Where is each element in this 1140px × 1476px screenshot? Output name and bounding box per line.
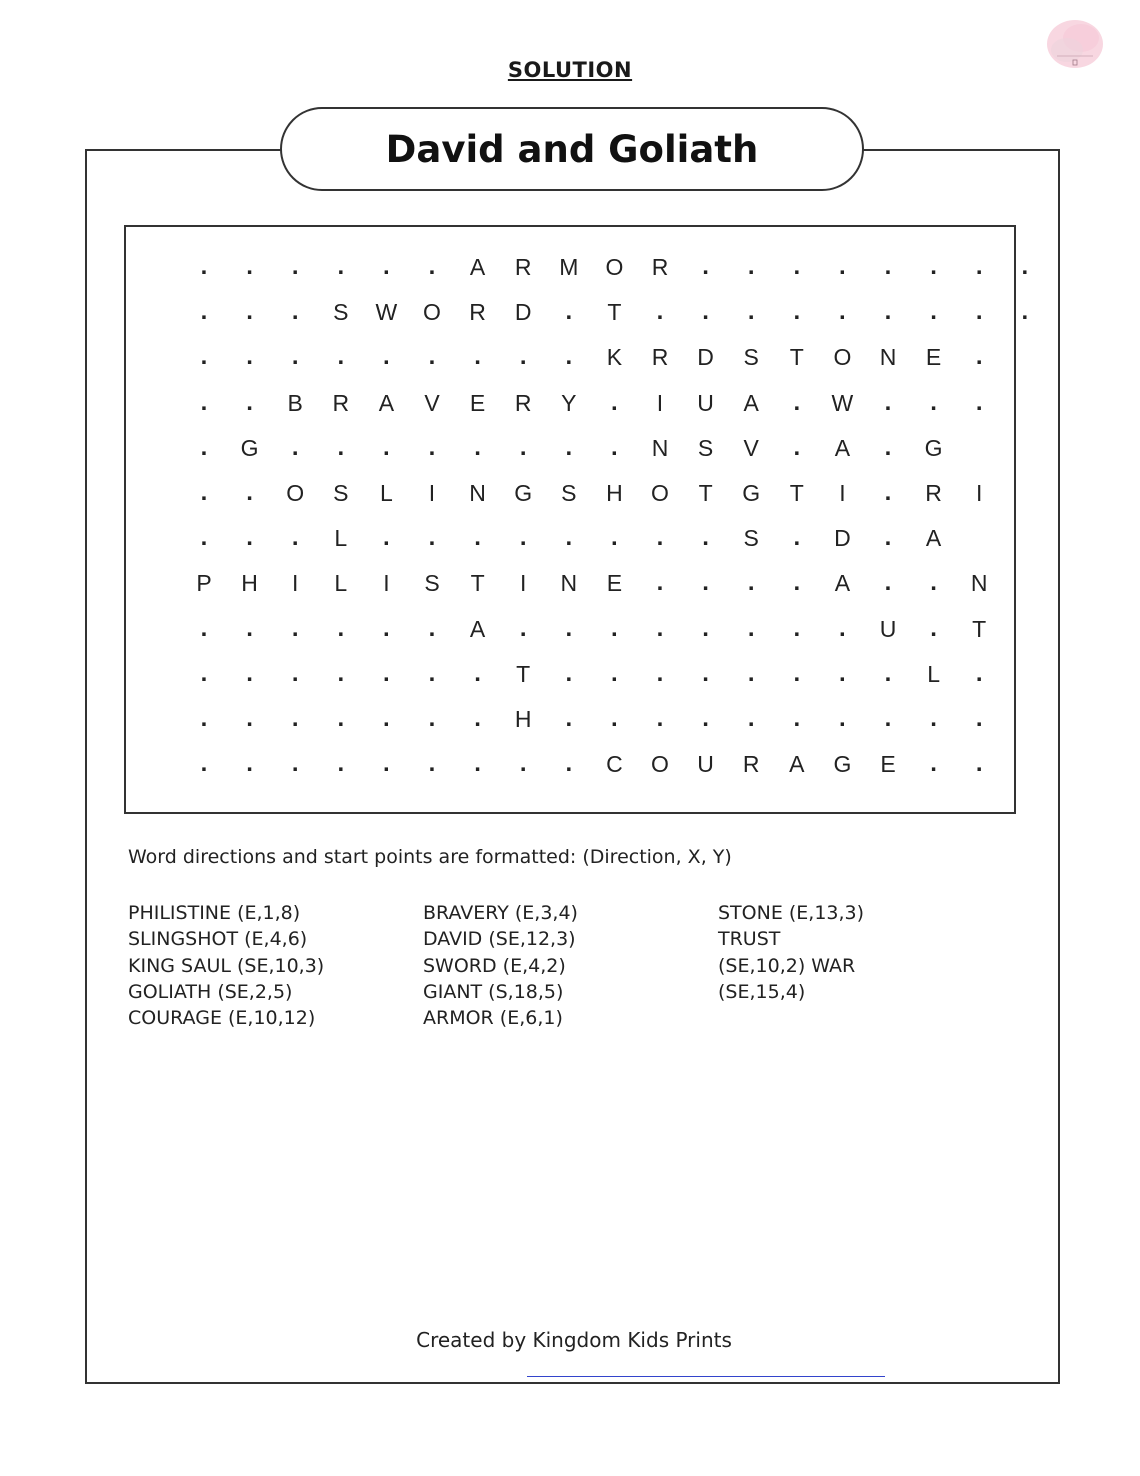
grid-letter-cell: A [378, 389, 395, 416]
grid-blank-cell: . [975, 298, 983, 326]
grid-blank-cell: . [246, 343, 253, 371]
word-entry: (SE,10,2) WAR [718, 954, 856, 977]
grid-letter-cell: O [833, 344, 852, 371]
grid-blank-cell: . [656, 524, 664, 552]
grid-blank-cell: . [930, 388, 937, 416]
grid-blank-cell: . [975, 750, 983, 778]
grid-blank-cell: . [611, 659, 618, 687]
grid-blank-cell: . [565, 433, 573, 461]
grid-blank-cell: . [565, 750, 573, 778]
grid-letter-cell: E [880, 751, 896, 778]
word-list-column-2 [423, 900, 578, 1031]
grid-blank-cell: . [383, 253, 390, 280]
grid-blank-cell: . [747, 298, 755, 326]
grid-letter-cell: I [428, 480, 436, 506]
grid-blank-cell: . [383, 705, 390, 732]
grid-blank-cell: . [246, 253, 253, 280]
grid-letter-cell: E [606, 570, 623, 597]
grid-blank-cell: . [383, 343, 390, 371]
grid-blank-cell: . [884, 433, 892, 461]
grid-letter-cell: S [743, 525, 759, 552]
word-entry: PHILISTINE (E,1,8) [128, 902, 301, 924]
grid-blank-cell: . [839, 614, 846, 642]
worksheet-title: David and Goliath [280, 107, 864, 191]
grid-blank-cell: . [291, 750, 299, 778]
grid-letter-cell: V [424, 389, 440, 416]
grid-letter-cell: R [651, 254, 669, 280]
grid-letter-cell: T [698, 480, 713, 506]
grid-blank-cell: . [428, 705, 436, 732]
grid-letter-cell: T [607, 299, 622, 326]
grid-letter-cell: S [333, 480, 349, 506]
grid-letter-cell: T [516, 660, 531, 687]
credit-line: Created by Kingdom Kids Prints [416, 1328, 732, 1352]
grid-blank-cell: . [793, 705, 801, 732]
grid-blank-cell: . [291, 614, 299, 642]
grid-letter-cell: G [924, 434, 943, 461]
grid-blank-cell: . [519, 343, 527, 371]
grid-blank-cell: . [200, 614, 208, 642]
grid-blank-cell: . [246, 298, 253, 326]
grid-blank-cell: . [200, 433, 208, 461]
grid-blank-cell: . [246, 659, 253, 687]
grid-blank-cell: . [884, 388, 892, 416]
grid-blank-cell: . [474, 524, 481, 552]
grid-blank-cell: . [565, 614, 573, 642]
grid-letter-cell: S [743, 344, 759, 371]
grid-blank-cell: . [428, 524, 436, 552]
grid-letter-cell: Y [561, 389, 577, 416]
grid-letter-cell: I [383, 570, 390, 597]
grid-blank-cell: . [1021, 298, 1029, 326]
word-entry: KING SAUL (SE,10,3) [128, 954, 325, 977]
grid-blank-cell: . [656, 614, 664, 642]
grid-blank-cell: . [702, 705, 709, 732]
grid-letter-cell: A [834, 570, 851, 597]
grid-blank-cell: . [747, 253, 755, 280]
grid-letter-cell: G [742, 480, 761, 506]
grid-blank-cell: . [611, 705, 618, 732]
grid-letter-cell: A [469, 615, 486, 642]
grid-blank-cell: . [975, 659, 983, 687]
grid-blank-cell: . [793, 433, 801, 461]
grid-blank-cell: . [246, 750, 253, 778]
grid-letter-cell: W [831, 389, 854, 416]
word-entry: SWORD (E,4,2) [423, 954, 566, 977]
grid-letter-cell: T [972, 615, 987, 642]
format-instructions: Word directions and start points are formatted: (Direction, X, Y) [128, 846, 732, 868]
grid-blank-cell: . [383, 433, 390, 461]
word-list-column-3 [718, 900, 864, 1005]
grid-letter-cell: N [469, 480, 486, 506]
grid-blank-cell: . [839, 659, 846, 687]
grid-blank-cell: . [793, 298, 801, 326]
grid-blank-cell: . [930, 614, 937, 642]
grid-letter-cell: R [332, 389, 350, 416]
word-search-grid [124, 225, 1029, 814]
grid-blank-cell: . [702, 659, 709, 687]
word-entry: STONE (E,13,3) [718, 902, 865, 924]
grid-blank-cell: . [793, 253, 801, 280]
grid-blank-cell: . [839, 298, 846, 326]
grid-blank-cell: . [474, 433, 481, 461]
grid-letter-cell: A [743, 389, 759, 416]
grid-letter-cell: D [514, 299, 532, 326]
grid-blank-cell: . [793, 659, 801, 687]
grid-letter-cell: E [925, 344, 942, 371]
grid-letter-cell: R [469, 299, 486, 326]
grid-blank-cell: . [200, 479, 208, 506]
grid-letter-cell: T [470, 570, 485, 597]
grid-letter-cell: O [605, 254, 624, 280]
grid-blank-cell: . [975, 388, 983, 416]
grid-letter-cell: V [743, 434, 759, 461]
grid-letter-cell: R [514, 389, 532, 416]
grid-letter-cell: N [651, 434, 669, 461]
word-entry: DAVID (SE,12,3) [423, 928, 576, 951]
grid-blank-cell: . [884, 569, 892, 597]
grid-blank-cell: . [975, 705, 983, 732]
grid-blank-cell: . [291, 298, 299, 326]
grid-letter-cell: N [970, 570, 988, 597]
grid-blank-cell: . [747, 705, 755, 732]
grid-blank-cell: . [747, 569, 755, 597]
grid-blank-cell: . [975, 343, 983, 371]
grid-blank-cell: . [884, 659, 892, 687]
grid-blank-cell: . [428, 659, 436, 687]
grid-blank-cell: . [930, 705, 937, 732]
grid-letter-cell: B [287, 389, 303, 416]
grid-blank-cell: . [474, 659, 481, 687]
grid-blank-cell: . [747, 614, 755, 642]
grid-blank-cell: . [930, 569, 937, 597]
grid-letter-cell: G [833, 751, 852, 778]
grid-blank-cell: . [702, 253, 709, 280]
grid-letter-cell: I [975, 480, 983, 506]
grid-letter-cell: O [423, 299, 441, 326]
grid-blank-cell: . [337, 433, 345, 461]
word-entry: COURAGE (E,10,12) [128, 1007, 316, 1030]
grid-letter-cell: H [514, 706, 532, 732]
grid-blank-cell: . [884, 524, 892, 552]
grid-blank-cell: . [428, 253, 436, 280]
grid-blank-cell: . [337, 750, 345, 778]
grid-blank-cell: . [291, 433, 299, 461]
grid-letter-cell: O [651, 751, 669, 778]
grid-blank-cell: . [428, 343, 436, 371]
grid-blank-cell: . [291, 253, 299, 280]
grid-letter-cell: A [834, 434, 851, 461]
grid-letter-cell: O [651, 480, 669, 506]
grid-blank-cell: . [246, 614, 253, 642]
grid-letter-cell: U [879, 615, 897, 642]
grid-letter-cell: S [697, 434, 714, 461]
grid-letter-cell: I [839, 480, 846, 506]
grid-letter-cell: K [606, 344, 623, 371]
grid-letter-cell: T [789, 480, 804, 506]
grid-blank-cell: . [656, 659, 664, 687]
grid-letter-cell: L [334, 570, 348, 597]
grid-letter-cell: R [925, 480, 942, 506]
grid-letter-cell: O [286, 480, 305, 506]
grid-blank-cell: . [291, 659, 299, 687]
grid-letter-cell: N [560, 570, 578, 597]
grid-blank-cell: . [519, 750, 527, 778]
grid-letter-cell: P [196, 570, 212, 597]
grid-letter-cell: D [697, 344, 714, 371]
grid-blank-cell: . [246, 705, 253, 732]
grid-blank-cell: . [611, 433, 618, 461]
grid-blank-cell: . [337, 705, 345, 732]
grid-letter-cell: G [514, 480, 533, 506]
grid-letter-cell: I [519, 570, 527, 597]
grid-blank-cell: . [793, 614, 801, 642]
grid-blank-cell: . [246, 479, 253, 506]
grid-blank-cell: . [565, 659, 573, 687]
grid-letter-cell: S [561, 480, 577, 506]
grid-blank-cell: . [474, 705, 481, 732]
grid-letter-cell: U [697, 751, 714, 778]
grid-blank-cell: . [519, 614, 527, 642]
grid-blank-cell: . [428, 614, 436, 642]
grid-blank-cell: . [1021, 253, 1029, 280]
grid-blank-cell: . [930, 253, 937, 280]
grid-blank-cell: . [702, 614, 709, 642]
grid-blank-cell: . [930, 750, 937, 778]
grid-blank-cell: . [611, 524, 618, 552]
grid-blank-cell: . [793, 524, 801, 552]
grid-blank-cell: . [383, 524, 390, 552]
grid-blank-cell: . [839, 705, 846, 732]
word-entry: ARMOR (E,6,1) [423, 1007, 563, 1030]
grid-blank-cell: . [884, 705, 892, 732]
grid-letter-cell: R [514, 254, 532, 280]
grid-blank-cell: . [702, 569, 709, 597]
grid-blank-cell: . [656, 569, 664, 597]
grid-letter-cell: L [379, 480, 393, 506]
grid-letter-cell: I [291, 570, 299, 597]
grid-blank-cell: . [884, 253, 892, 280]
grid-blank-cell: . [519, 433, 527, 461]
grid-blank-cell: . [291, 705, 299, 732]
grid-blank-cell: . [291, 524, 299, 552]
grid-blank-cell: . [337, 614, 345, 642]
grid-blank-cell: . [474, 343, 481, 371]
grid-blank-cell: . [884, 298, 892, 326]
word-entry: BRAVERY (E,3,4) [423, 902, 578, 924]
word-entry: (SE,15,4) [718, 980, 806, 1003]
grid-blank-cell: . [930, 298, 937, 326]
grid-letter-cell: S [424, 570, 440, 597]
grid-letter-cell: U [697, 389, 714, 416]
grid-letter-cell: D [834, 525, 851, 552]
grid-letter-cell: L [334, 525, 348, 552]
grid-blank-cell: . [565, 524, 573, 552]
grid-blank-cell: . [747, 659, 755, 687]
grid-blank-cell: . [656, 705, 664, 732]
grid-blank-cell: . [383, 750, 390, 778]
link-underline [527, 1376, 885, 1377]
grid-letter-cell: H [606, 480, 623, 506]
grid-blank-cell: . [200, 388, 208, 416]
grid-blank-cell: . [519, 524, 527, 552]
grid-letter-cell: E [469, 389, 486, 416]
grid-blank-cell: . [611, 614, 618, 642]
grid-letter-cell: M [559, 254, 579, 280]
grid-blank-cell: . [656, 298, 664, 326]
grid-blank-cell: . [291, 343, 299, 371]
grid-blank-cell: . [884, 479, 892, 506]
grid-blank-cell: . [383, 659, 390, 687]
grid-blank-cell: . [200, 705, 208, 732]
grid-letter-cell: A [789, 751, 805, 778]
word-entry: SLINGSHOT (E,4,6) [128, 928, 308, 951]
grid-blank-cell: . [793, 388, 801, 416]
grid-blank-cell: . [793, 569, 801, 597]
grid-blank-cell: . [246, 524, 253, 552]
grid-letter-cell: L [927, 660, 940, 687]
grid-letter-cell: R [651, 344, 669, 371]
grid-blank-cell: . [200, 750, 208, 778]
grid-blank-cell: . [839, 253, 846, 280]
grid-blank-cell: . [200, 659, 208, 687]
grid-letter-cell: S [333, 299, 349, 326]
grid-blank-cell: . [246, 388, 253, 416]
grid-blank-cell: . [200, 524, 208, 552]
grid-blank-cell: . [975, 253, 983, 280]
grid-blank-cell: . [565, 298, 573, 326]
grid-blank-cell: . [565, 705, 573, 732]
grid-letter-cell: A [469, 254, 486, 280]
grid-blank-cell: . [200, 343, 208, 371]
grid-letter-cell: H [241, 570, 258, 597]
grid-blank-cell: . [428, 750, 436, 778]
grid-blank-cell: . [337, 659, 345, 687]
grid-blank-cell: . [383, 614, 390, 642]
grid-letter-cell: T [789, 344, 804, 371]
grid-blank-cell: . [474, 750, 481, 778]
grid-letter-cell: A [925, 525, 942, 552]
grid-blank-cell: . [200, 253, 208, 280]
grid-blank-cell: . [702, 298, 709, 326]
word-entry: GIANT (S,18,5) [423, 980, 564, 1003]
grid-letter-cell: W [375, 299, 398, 326]
solution-heading: SOLUTION [507, 58, 633, 82]
grid-blank-cell: . [702, 524, 709, 552]
word-entry: GOLIATH (SE,2,5) [128, 980, 293, 1003]
word-list-column-1 [128, 900, 324, 1031]
grid-letter-cell: G [240, 434, 259, 461]
grid-letter-cell: I [656, 389, 664, 416]
grid-blank-cell: . [565, 343, 573, 371]
grid-blank-cell: . [337, 253, 345, 280]
grid-blank-cell: . [337, 343, 345, 371]
grid-blank-cell: . [200, 298, 208, 326]
grid-blank-cell: . [428, 433, 436, 461]
grid-letter-cell: C [606, 751, 623, 778]
grid-blank-cell: . [611, 388, 618, 416]
grid-letter-cell: R [742, 751, 760, 778]
word-entry: TRUST [718, 928, 781, 951]
grid-letter-cell: N [879, 344, 897, 371]
